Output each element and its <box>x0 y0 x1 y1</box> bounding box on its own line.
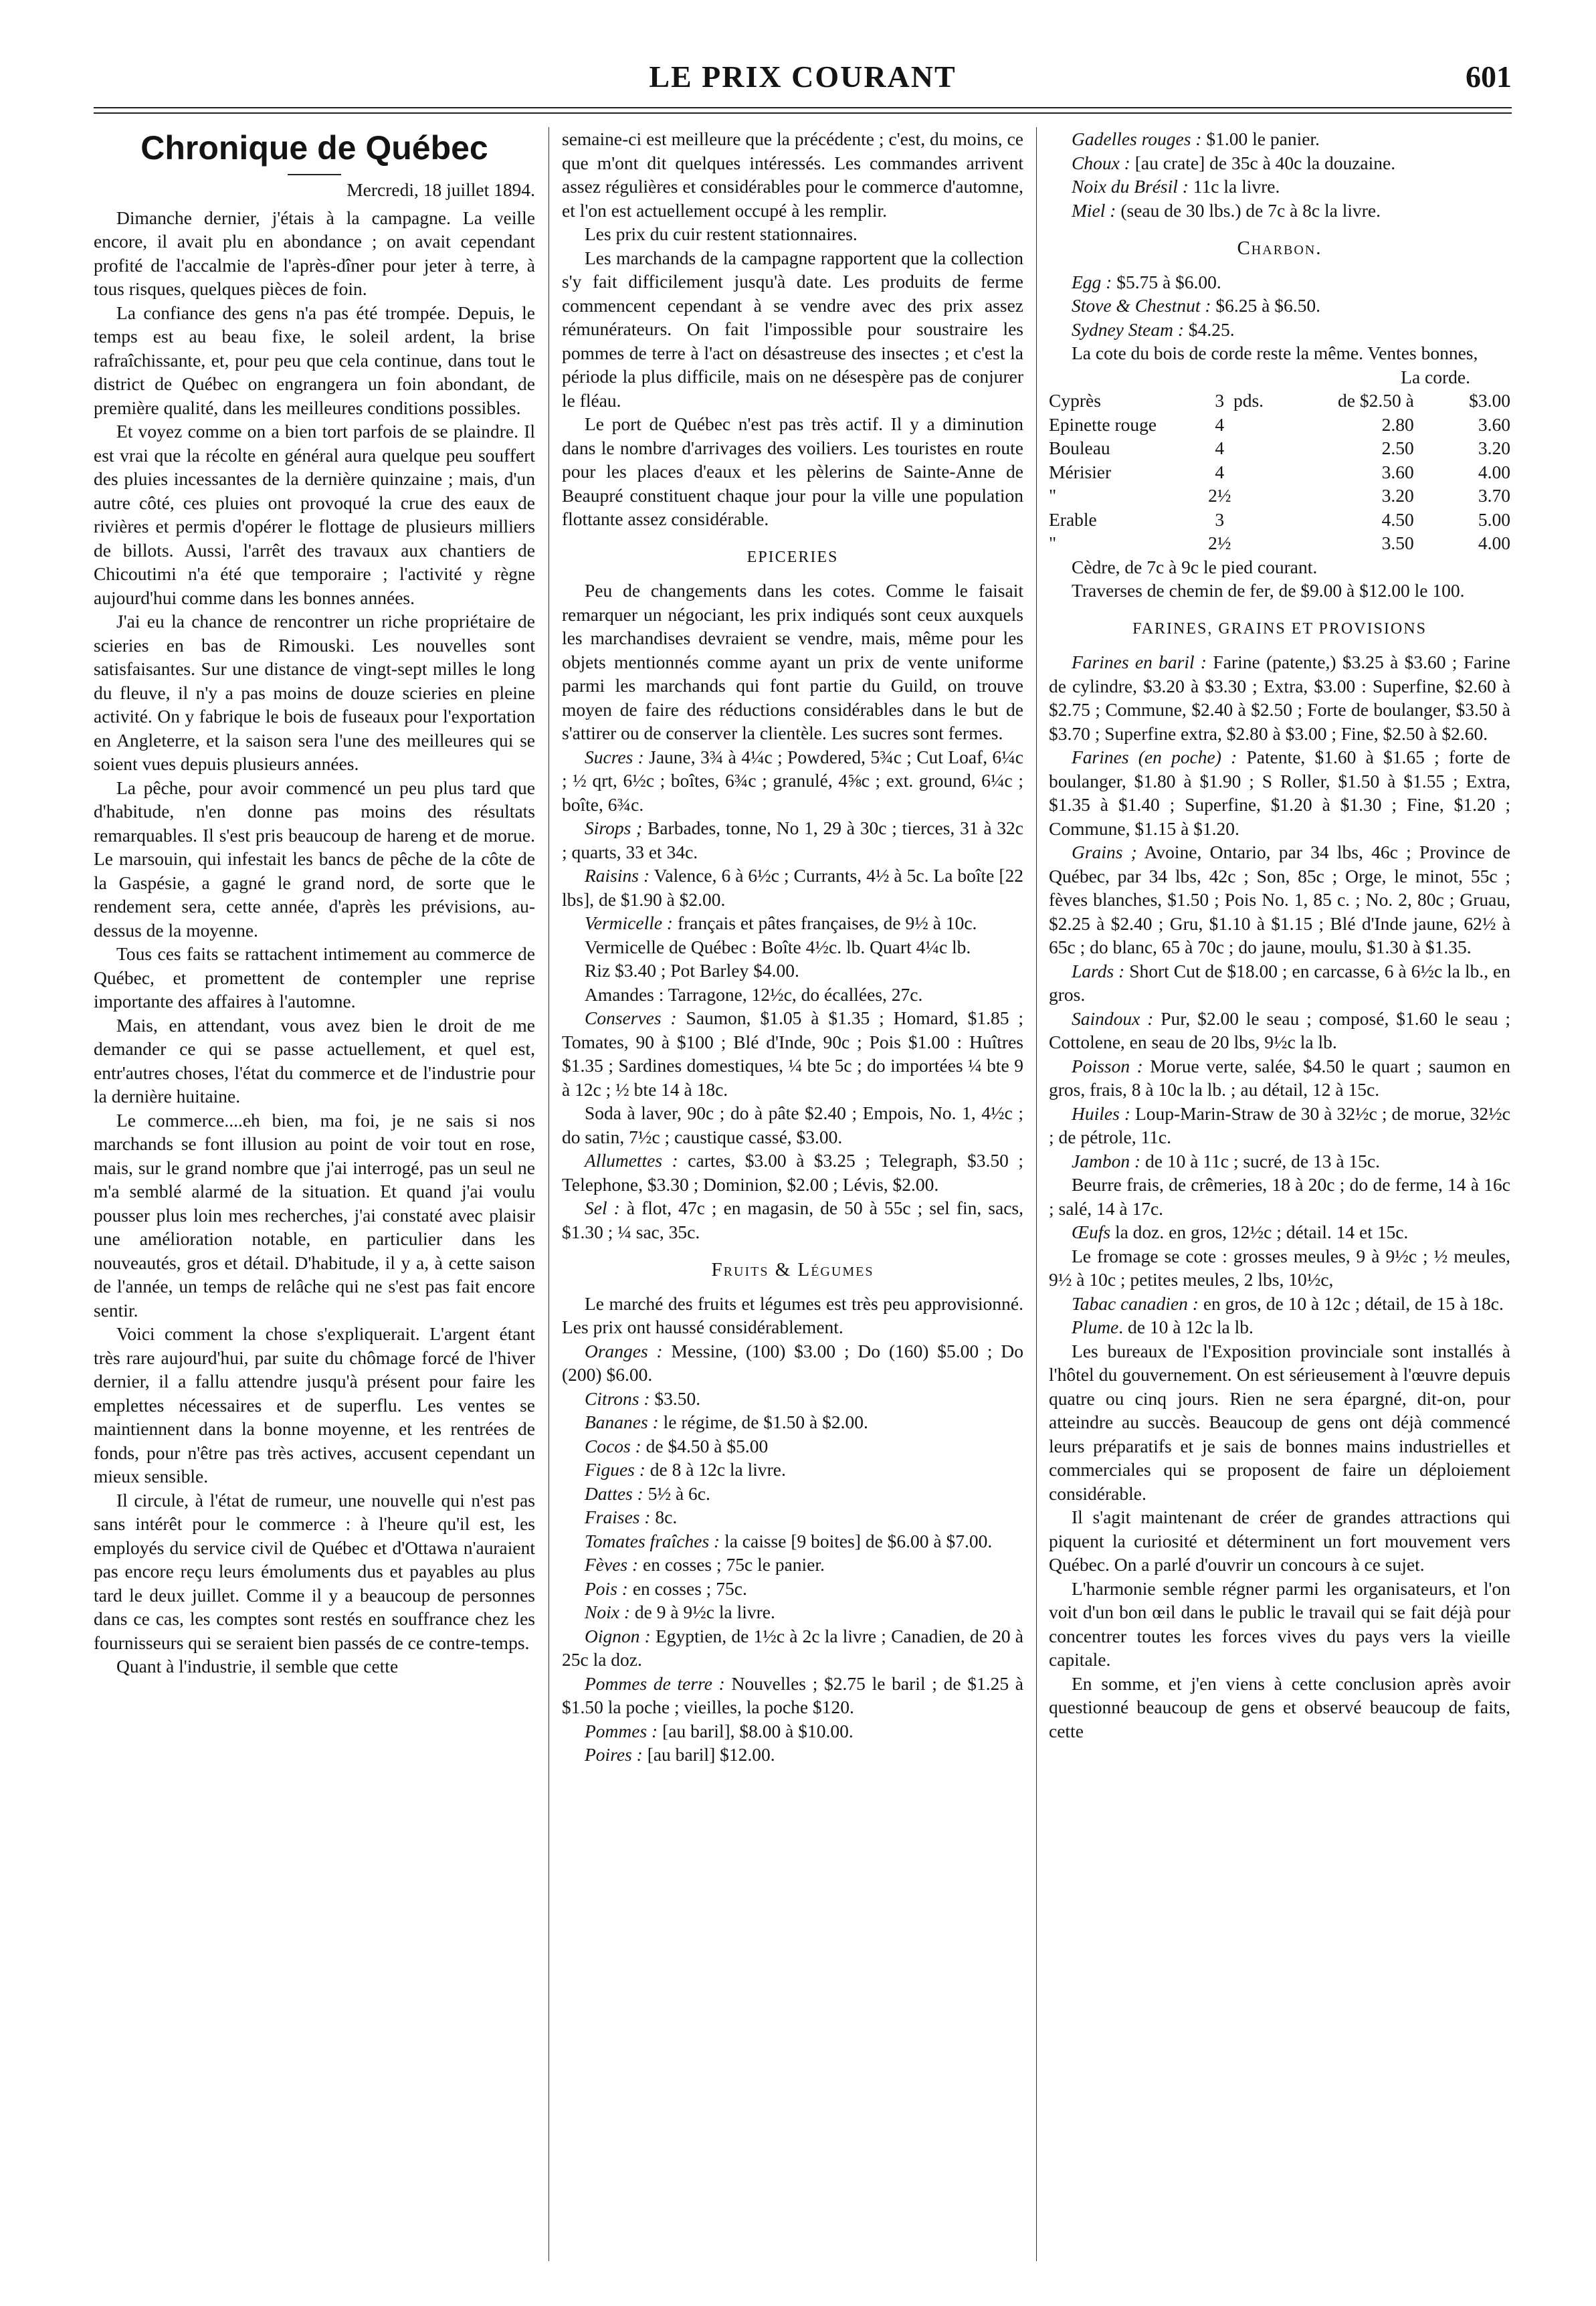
price-entry <box>1049 151 1510 175</box>
header-rule-top <box>94 107 1512 108</box>
wood-size: 4 <box>1215 413 1225 435</box>
entry-text: de 9 à 9½c la livre. <box>629 1602 775 1622</box>
price-low: 3.20 <box>1381 485 1414 506</box>
entry-label: Figues : <box>585 1459 645 1480</box>
price-entry <box>562 1672 1023 1719</box>
wood-size: 3 <box>1215 508 1225 530</box>
price-entry <box>562 1339 1023 1387</box>
wood-name: " <box>1049 533 1057 553</box>
wood-size: 4 <box>1215 438 1225 458</box>
entry-label: Citrons : <box>585 1387 650 1409</box>
price-low: 2.80 <box>1381 413 1414 435</box>
paragraph: Dimanche dernier, j'étais à la campagne. La veille encore, il avait plu en abondance ; on avait cependant profité de l'accalmie de l'après-dîner pour jeter à terre, à tous risques, quelques pièces de foin. <box>94 207 535 299</box>
price-entry <box>562 1458 1023 1482</box>
entry-label: Bananes : <box>585 1412 659 1432</box>
paragraph: Le marché des fruits et légumes est très peu approvisionné. Les prix ont haussé considérablement. <box>562 1292 1023 1337</box>
column-1 <box>94 127 535 2268</box>
price-entry <box>562 1577 1023 1601</box>
paragraph: Les prix du cuir restent stationnaires. <box>585 223 858 244</box>
price-entry <box>1049 1102 1510 1149</box>
price-entry <box>1049 127 1510 151</box>
paragraph: Il circule, à l'état de rumeur, une nouvelle qui n'est pas sans intérêt pour le commerce : à l'heure qu'il est, les employés du service civil de Québec et d'Ottawa n'auraient pas encore reçu leurs émoluments dus et payables au plus tard le deux juillet. Comme il y a beaucoup de personnes dans ce cas, les comptes sont restés en souffrance chez les fournisseurs qui se seraient bien passés de ce contre-temps. <box>94 1489 535 1653</box>
entry-text: Avoine, Ontario, par 34 lbs, 46c ; Province de Québec, par 34 lbs, 42c ; Son, 85c ; Orge, le minot, 55c ; fèves blanches, $1.50 ; Pois No. 1, 85 c. ; No. 2, 80c ; Gruau, $2.25 à $2.40 ; Gru, $1.10 à $1.15 ; Blé d'Inde jaune, 62½ à 65c ; do blanc, 65 à 70c ; do jaune, moulu, $1.30 à $1.35. <box>1049 842 1510 957</box>
price-entry <box>562 1006 1023 1101</box>
price-high: 3.60 <box>1478 413 1510 435</box>
entry-text: 11c la livre. <box>1188 176 1280 197</box>
column-divider-right <box>1036 127 1037 2261</box>
price-entry <box>1049 1220 1510 1244</box>
price-entry <box>1049 318 1510 342</box>
price-entry <box>1049 175 1510 199</box>
entry-text: Pur, $2.00 le seau ; composé, $1.60 le seau ; Cottolene, en seau de 20 lbs, 9½c la lb. <box>1049 1007 1510 1052</box>
article-date: Mercredi, 18 juillet 1894. <box>346 179 535 200</box>
entry-label: Cocos : <box>585 1435 641 1456</box>
entry-label: Poisson : <box>1072 1055 1143 1076</box>
wood-name: Mérisier <box>1049 461 1112 482</box>
paragraph: Peu de changements dans les cotes. Comme le faisait remarquer un négociant, les prix indiqués sont ceux auxquels les marchandises devraient se vendre, mais, même pour les objets mentionnés comme ayant un prix de vente uniforme parmi les marchands qui font partie du Guild, on trouve moyen de faire des réductions considérables dans le but de s'attirer ou de conserver la clientèle. Les sucres sont fermes. <box>562 580 1023 743</box>
table-row <box>1049 389 1510 413</box>
paragraph: Quant à l'industrie, il semble que cette <box>116 1656 399 1676</box>
price-entry <box>1049 1292 1510 1316</box>
entry-label: Noix du Brésil : <box>1072 176 1189 197</box>
price-entry: Le fromage se cote : grosses meules, 9 à 9½c ; ½ meules, 9½ à 10c ; petites meules, 2 lbs, 10½c, <box>1049 1245 1510 1290</box>
paragraph: Le commerce....eh bien, ma foi, je ne sais si nos marchands se font illusion au point de voir tout en rose, mais, sur le grand nombre que j'ai interrogé, pas un seul ne m'a semblé alarmé de la situation. Et quand j'ai voulu pousser plus loin mes recherches, j'ai constaté avec plaisir une amélioration notable, en particulier dans les nouveautés, gros et détail. D'habitude, il y a, à cette saison de l'année, un temps de relâche qui ne s'est pas fait encore sentir. <box>94 1109 535 1321</box>
entry-text: Barbades, tonne, No 1, 29 à 30c ; tierces, 31 à 32c ; quarts, 33 et 34c. <box>562 818 1023 862</box>
entry-label: Poires : <box>585 1744 643 1765</box>
paragraph: Et voyez comme on a bien tort parfois de se plaindre. Il est vrai que la récolte en général aura quelque peu souffert des pluies incessantes de la dernière quinzaine ; mais, d'un autre côté, ces pluies ont provoqué la crue des eaux de rivières et permis d'opérer le flottage de plusieurs milliers de billots. Aussi, l'arrêt des travaux aux chantiers de Chicoutimi n'a été que temporaire ; l'activité y règne aujourd'hui comme dans les bonnes années. <box>94 421 535 608</box>
price-entry <box>1049 650 1510 745</box>
entry-text: [au baril] $12.00. <box>642 1744 775 1765</box>
entry-text: en cosses ; 75c le panier. <box>638 1554 825 1575</box>
entry-text: Egyptien, de 1½c à 2c la livre ; Canadien, de 20 à 25c la doz. <box>562 1625 1023 1670</box>
price-high: 3.70 <box>1478 485 1510 506</box>
article-title: Chronique de Québec <box>140 129 488 167</box>
entry-label: Tomates fraîches : <box>585 1530 720 1551</box>
entry-label: Farines (en poche) : <box>1072 747 1237 767</box>
price-high: $3.00 <box>1469 390 1510 411</box>
price-entry <box>562 911 1023 935</box>
wood-unit: pds. <box>1233 390 1264 411</box>
section-heading-fruits: Fruits & Légumes <box>711 1259 874 1280</box>
table-row <box>1049 436 1510 460</box>
price-entry: Amandes : Tarragone, 12½c, do écallées, 27c. <box>585 983 923 1005</box>
entry-label: Pois : <box>585 1577 628 1599</box>
entry-label: Jambon : <box>1072 1150 1141 1171</box>
wood-size: 2½ <box>1208 485 1231 506</box>
price-entry <box>562 1529 1023 1553</box>
price-entry <box>1049 270 1510 294</box>
journal-title: LE PRIX COURANT <box>649 60 957 94</box>
entry-text: de 8 à 12c la livre. <box>645 1459 786 1480</box>
entry-text: $5.75 à $6.00. <box>1112 271 1221 292</box>
paragraph: J'ai eu la chance de rencontrer un riche propriétaire de scieries en bas de Rimouski. Les nouvelles sont satisfaisantes. Sur une distance de vingt-sept milles le long du fleuve, il n'y a pas moins de douze scieries en pleine activité. On y fabrique le bois de fuseaux pour l'exportation en Angleterre, et la saison sera l'une des meilleures qui se soient vues depuis plusieurs années. <box>94 611 535 774</box>
paragraph: Tous ces faits se rattachent intimement au commerce de Québec, et promettent de contempler une reprise importante des affaires à l'automne. <box>94 943 535 1012</box>
entry-label: Œufs <box>1072 1222 1111 1242</box>
entry-text: la doz. en gros, 12½c ; détail. 14 et 15c. <box>1110 1222 1409 1242</box>
entry-label: Sucres : <box>585 746 644 767</box>
price-entry <box>1049 199 1510 223</box>
price-entry <box>562 1196 1023 1244</box>
entry-label: Saindoux : <box>1072 1007 1154 1029</box>
table-header-row <box>1049 365 1510 389</box>
paragraph: Mais, en attendant, vous avez bien le droit de me demander ce qui se passe actuellement, et quel est, entr'autres choses, l'état du commerce et de l'industrie pour la dernière huitaine. <box>94 1014 535 1107</box>
paragraph: Cèdre, de 7c à 9c le pied courant. <box>1072 556 1318 577</box>
price-low: de $2.50 à <box>1337 390 1414 411</box>
entry-text: Valence, 6 à 6½c ; Currants, 4½ à 5c. La boîte [22 lbs], de $1.90 à $2.00. <box>562 865 1023 910</box>
entry-label: Stove & Chestnut : <box>1072 295 1211 316</box>
paragraph: Il s'agit maintenant de créer de grandes attractions qui piquent la curiosité et déterminent un fort mouvement vers Québec. On a parlé d'ouvrir un concours à ce sujet. <box>1049 1507 1510 1575</box>
entry-label: Oranges : <box>585 1340 663 1361</box>
entry-text: Farine (patente,) $3.25 à $3.60 ; Farine de cylindre, $3.20 à $3.30 ; Extra, $3.00 : Superfine, $2.60 à $2.75 ; Commune, $2.40 à $2.50 ; Forte de boulanger, $3.50 à $3.70 ; Superfine extra, $2.80 à $3.00 ; Fine, $2.50 à $2.60. <box>1049 652 1510 744</box>
table-header: La corde. <box>1401 366 1470 387</box>
price-high: 4.00 <box>1478 461 1510 482</box>
entry-text: en gros, de 10 à 12c ; détail, de 15 à 18c. <box>1198 1292 1504 1314</box>
wood-unit <box>1233 531 1280 555</box>
entry-text: la caisse [9 boites] de $6.00 à $7.00. <box>720 1530 993 1551</box>
entry-text: Jaune, 3¾ à 4¼c ; Powdered, 5¾c ; Cut Loaf, 6¼c ; ½ qrt, 6½c ; boîtes, 6¾c ; granulé, 4⅝c ; ext. ground, 6¼c ; boîte, 6¾c. <box>562 746 1023 815</box>
wood-unit <box>1233 484 1280 508</box>
table-row <box>1049 508 1510 532</box>
table-row <box>1049 531 1510 555</box>
entry-label: Pommes de terre : <box>585 1672 725 1694</box>
entry-text: de $4.50 à $5.00 <box>641 1435 769 1456</box>
entry-label: Fèves : <box>585 1554 639 1575</box>
paragraph: Les marchands de la campagne rapportent que la collection s'y fait difficilement jusqu'à date. Les produits de ferme commencent cependant à se vendre avec des prix assez rémunérateurs. On fait l'impossible pour soustraire les pommes de terre à l'act on désastreuse des insectes ; et c'est la période la plus difficile, mais on ne désespère pas de conjurer le fléau. <box>562 247 1023 411</box>
page-header <box>94 59 1512 106</box>
entry-label: Allumettes : <box>585 1150 678 1171</box>
entry-label: Grains ; <box>1072 842 1137 862</box>
paragraph: La cote du bois de corde reste la même. Ventes bonnes, <box>1072 343 1478 363</box>
wood-name: " <box>1049 485 1057 506</box>
price-entry <box>562 816 1023 864</box>
price-low: 2.50 <box>1381 438 1414 458</box>
section-heading-charbon: Charbon. <box>1237 237 1322 259</box>
price-entry <box>562 1600 1023 1624</box>
price-low: 3.50 <box>1381 533 1414 553</box>
entry-text: $6.25 à $6.50. <box>1211 295 1320 316</box>
entry-label: Pommes : <box>585 1720 658 1741</box>
entry-label: Lards : <box>1072 960 1125 981</box>
price-entry <box>1049 1007 1510 1054</box>
entry-label: Conserves : <box>585 1007 677 1028</box>
entry-text: [au crate] de 35c à 40c la douzaine. <box>1130 152 1396 173</box>
paragraph: semaine-ci est meilleure que la précédente ; c'est, du moins, ce que m'ont dit quelques intéressés. Les commandes arrivent assez régulières et considérables pour le commerce d'automne, et l'on est actuellement occupé à les remplir. <box>562 128 1023 221</box>
title-dash <box>288 174 341 175</box>
price-entry <box>562 1743 1023 1767</box>
wood-unit <box>1233 413 1280 437</box>
price-entry <box>562 1553 1023 1577</box>
entry-label: Dattes : <box>585 1482 643 1504</box>
price-entry <box>562 1719 1023 1743</box>
wood-price-table <box>1049 365 1510 555</box>
entry-text: en cosses ; 75c. <box>627 1577 747 1599</box>
entry-label: Fraises : <box>585 1507 651 1527</box>
paragraph: La pêche, pour avoir commencé un peu plus tard que d'habitude, n'en donne pas moins des résultats remarquables. Il s'est pris beaucoup de hareng et de morue. Le marsouin, qui infestait les bancs de pêche de la côte de la Gaspésie, a gagné le grand nord, de sorte que le rendement sera, cette année, d'après les prévisions, au-dessus de la moyenne. <box>94 777 535 941</box>
section-heading-farines: FARINES, GRAINS ET PROVISIONS <box>1132 619 1427 638</box>
price-entry: Riz $3.40 ; Pot Barley $4.00. <box>585 960 799 981</box>
price-entry <box>1049 840 1510 959</box>
price-entry: Vermicelle de Québec : Boîte 4½c. lb. Quart 4¼c lb. <box>585 936 971 957</box>
paragraph: Voici comment la chose s'expliquerait. L'argent étant très rare aujourd'hui, par suite du chômage forcé de l'hiver dernier, il a fallu attendre jusqu'à présent pour faire les emplettes nécessaires et de superflu. Les ventes se maintiennent dans la bonne moyenne, et les rentrées de fonds, pour n'être pas très actives, accusent cependant un mieux sensible. <box>94 1323 535 1486</box>
price-low: 4.50 <box>1381 508 1414 530</box>
paragraph: En somme, et j'en viens à cette conclusion après avoir questionné beaucoup de gens et observé beaucoup de faits, cette <box>1049 1672 1510 1741</box>
entry-label: Sirops ; <box>585 818 643 838</box>
price-entry <box>562 1624 1023 1672</box>
entry-text: cartes, $3.00 à $3.25 ; Telegraph, $3.50 ; Telephone, $3.30 ; Dominion, $2.00 ; Lévis, $2.00. <box>562 1150 1023 1195</box>
table-row <box>1049 460 1510 484</box>
entry-label: Tabac canadien : <box>1072 1292 1199 1314</box>
entry-text: 5½ à 6c. <box>643 1482 710 1504</box>
price-entry <box>1049 745 1510 840</box>
entry-text: [au baril], $8.00 à $10.00. <box>658 1720 854 1741</box>
entry-text: $1.00 le panier. <box>1201 128 1320 149</box>
wood-unit <box>1233 436 1280 460</box>
section-heading-epiceries: EPICERIES <box>746 548 839 566</box>
entry-text: de 10 à 11c ; sucré, de 13 à 15c. <box>1140 1150 1380 1171</box>
paragraph: La confiance des gens n'a pas été trompée. Depuis, le temps est au beau fixe, le soleil ardent, la brise rafraîchissante, et, pour peu que cela continue, dans tout le district de Québec on engrangera un foin abondant, de première qualité, dans les meilleures conditions possibles. <box>94 302 535 418</box>
price-high: 5.00 <box>1478 508 1510 530</box>
entry-text: Morue verte, salée, $4.50 le quart ; saumon en gros, frais, 8 à 10c la lb. ; au détail, 12 à 15c. <box>1049 1055 1510 1100</box>
entry-label: Raisins : <box>585 865 650 886</box>
price-entry <box>1049 1315 1510 1339</box>
price-entry <box>562 1434 1023 1458</box>
price-entry: Beurre frais, de crêmeries, 18 à 20c ; do de ferme, 14 à 16c ; salé, 14 à 17c. <box>1049 1174 1510 1219</box>
entry-label: Miel : <box>1072 199 1116 221</box>
price-entry <box>562 864 1023 911</box>
column-2 <box>562 127 1023 2268</box>
entry-text: $3.50. <box>650 1387 701 1409</box>
entry-text: Saumon, $1.05 à $1.35 ; Homard, $1.85 ; Tomates, 90 à $100 ; Blé d'Inde, 90c ; Pois $1.00 : Huîtres $1.35 ; Sardines domestiques, ¼ bte 5c ; do importées ¼ bte 9 à 12c ; ½ bte 14 à 18c. <box>562 1007 1023 1100</box>
entry-text: français et pâtes françaises, de 9½ à 10c. <box>673 912 977 933</box>
page-number: 601 <box>1466 60 1512 94</box>
price-entry <box>562 1149 1023 1196</box>
entry-label: Farines en baril : <box>1072 652 1207 672</box>
header-rule-bottom <box>94 112 1512 114</box>
paragraph: Les bureaux de l'Exposition provinciale sont installés à l'hôtel du gouvernement. On est sérieusement à l'œuvre depuis quatre ou cinq jours. Rien ne sera épargné, dit-on, pour atteindre au succès. Beaucoup de gens ont déjà commencé leurs préparatifs et je sais de bonnes mains industrielles et commerciales qui se proposent de faire un déploiement considérable. <box>1049 1340 1510 1504</box>
entry-text: Loup-Marin-Straw de 30 à 32½c ; de morue, 32½c ; de pétrole, 11c. <box>1049 1102 1510 1147</box>
paragraph: Le port de Québec n'est pas très actif. Il y a diminution dans le nombre d'arrivages des voiliers. Les touristes en route pour les places d'eaux et les pèlerins de Sainte-Anne de Beaupré constituent chaque jour pour la ville une population flottante assez considérable. <box>562 413 1023 529</box>
entry-label: Sel : <box>585 1197 620 1218</box>
price-entry: Soda à laver, 90c ; do à pâte $2.40 ; Empois, No. 1, 4½c ; do satin, 7½c ; caustique cassé, $3.00. <box>562 1102 1023 1147</box>
entry-label: Sydney Steam : <box>1072 318 1184 340</box>
entry-text: Short Cut de $18.00 ; en carcasse, 6 à 6½c la lb., en gros. <box>1049 960 1510 1005</box>
price-entry <box>1049 1054 1510 1102</box>
entry-text: le régime, de $1.50 à $2.00. <box>658 1412 868 1432</box>
price-entry <box>1049 959 1510 1007</box>
price-entry <box>1049 1149 1510 1173</box>
column-divider-left <box>548 127 549 2261</box>
wood-name: Epinette rouge <box>1049 413 1157 435</box>
wood-size: 3 <box>1215 390 1225 411</box>
paragraph: L'harmonie semble régner parmi les organisateurs, et l'on voit d'un bon œil dans le public le travail qui se fait déjà pour concentrer toutes les forces vives du pays vers la vieille capitale. <box>1049 1577 1510 1670</box>
table-row <box>1049 413 1510 437</box>
entry-text: Nouvelles ; $2.75 le baril ; de $1.25 à $1.50 la poche ; vieilles, la poche $120. <box>562 1672 1023 1717</box>
table-row <box>1049 484 1510 508</box>
column-3 <box>1049 127 1510 2268</box>
entry-label: Gadelles rouges : <box>1072 128 1202 149</box>
price-entry <box>1049 294 1510 318</box>
wood-unit <box>1233 460 1280 484</box>
wood-name: Bouleau <box>1049 438 1110 458</box>
price-entry <box>562 1387 1023 1411</box>
price-high: 4.00 <box>1478 533 1510 553</box>
price-high: 3.20 <box>1478 438 1510 458</box>
price-entry <box>562 1482 1023 1506</box>
entry-text: $4.25. <box>1183 318 1235 340</box>
entry-label: Vermicelle : <box>585 912 674 933</box>
wood-name: Erable <box>1049 508 1097 530</box>
wood-size: 4 <box>1215 461 1225 482</box>
entry-text: Patente, $1.60 à $1.65 ; forte de boulanger, $1.80 à $1.90 ; S Roller, $1.50 à $1.55 ; Extra, $1.35 à $1.40 ; Superfine, $1.20 à $1.30 ; Fine, $1.20 ; Commune, $1.15 à $1.20. <box>1049 747 1510 839</box>
entry-label: Egg : <box>1072 271 1112 292</box>
entry-text: 8c. <box>650 1507 678 1527</box>
entry-text: à flot, 47c ; en magasin, de 50 à 55c ; sel fin, sacs, $1.30 ; ¼ sac, 35c. <box>562 1197 1023 1242</box>
price-entry <box>562 1505 1023 1529</box>
price-low: 3.60 <box>1381 461 1414 482</box>
entry-label: Noix : <box>585 1602 630 1622</box>
entry-label: Huiles : <box>1072 1102 1130 1124</box>
price-entry <box>562 1410 1023 1434</box>
wood-unit <box>1233 508 1280 532</box>
entry-label: Plume <box>1072 1317 1119 1337</box>
price-entry <box>562 745 1023 817</box>
entry-text: (seau de 30 lbs.) de 7c à 8c la livre. <box>1116 199 1381 221</box>
wood-name: Cyprès <box>1049 390 1101 411</box>
entry-text: . de 10 à 12c la lb. <box>1118 1317 1254 1337</box>
entry-text: Messine, (100) $3.00 ; Do (160) $5.00 ; Do (200) $6.00. <box>562 1340 1023 1385</box>
wood-size: 2½ <box>1208 533 1231 553</box>
entry-label: Oignon : <box>585 1625 651 1646</box>
entry-label: Choux : <box>1072 152 1130 173</box>
paragraph: Traverses de chemin de fer, de $9.00 à $12.00 le 100. <box>1072 580 1465 601</box>
